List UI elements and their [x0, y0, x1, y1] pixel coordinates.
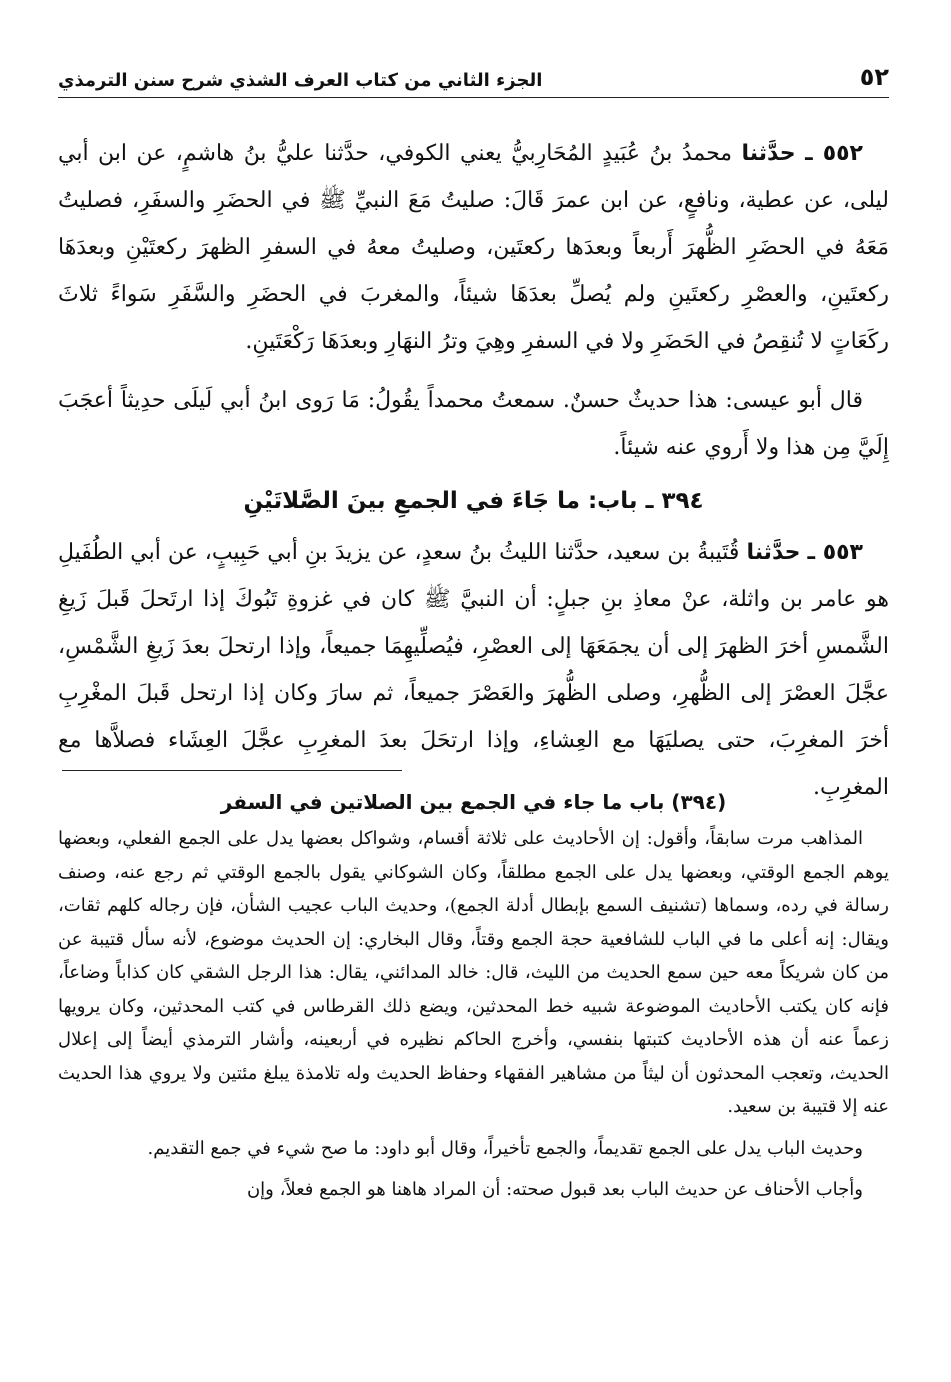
- running-title: الجزء الثاني من كتاب العرف الشذي شرح سنن الترمذي: [58, 70, 543, 91]
- hadith-553-text: قُتَيبةُ بن سعيد، حدَّثنا الليثُ بنُ سعدٍ، عن يزيدَ بنِ أبي حَبِيبٍ، عن أبي الطُفَيلِ هو عامر بن واثلة، عنْ معاذِ بنِ جبلٍ: أن النبيَّ ﷺ كان في غزوةِ تَبُوكَ إذا ارتَحلَ قَبلَ زَيغِ الشَّمسِ أخرَ الظهرَ إلى أن يجمَعَهَا إلى العصْرِ، فيُصلِّيهِمَا جميعاً، وإذا ارتحلَ بعدَ زَيغِ الشَّمْسِ، عجَّلَ العصْرَ إلى الظُّهرِ، وصلى الظُّهرَ والعَصْرَ جميعاً، ثم سارَ وكان إذا ارتحل قَبلَ المغْرِبِ أخرَ المغرِبَ، حتى يصليَهَا مع العِشاءِ، وإذا ارتحَلَ بعدَ المغرِبِ عجَّلَ العِشَاء فصلاَّها مع المغرِبِ.: [58, 540, 889, 800]
- hadith-552-lead: حدَّثنا: [741, 141, 796, 166]
- commentary-section: [58, 786, 889, 1215]
- commentary-heading: (٣٩٤) باب ما جاء في الجمع بين الصلاتين في السفر: [220, 790, 727, 814]
- hadith-553: [58, 529, 889, 811]
- page-number: ٥٢: [859, 63, 889, 91]
- hadith-552: [58, 130, 889, 365]
- commentary-paragraph-2: وحديث الباب يدل على الجمع تقديماً، والجمع تأخيراً، وقال أبو داود: ما صح شيء في جمع التقديم.: [147, 1137, 863, 1159]
- page-header: [58, 58, 889, 98]
- hadith-552-number: ٥٥٢ ـ: [805, 141, 863, 166]
- hadith-553-number: ٥٥٣ ـ: [807, 540, 863, 565]
- main-text: [58, 130, 889, 823]
- hadith-552-text: محمدُ بنُ عُبَيدٍ المُحَارِبيُّ يعني الكوفي، حدَّثنا عليُّ بنُ هاشمٍ، عن ابن أبي ليلى، عن عطية، ونافعٍ، عن ابن عمرَ قَالَ: صليتُ مَعَ النبيِّ ﷺ في الحضَرِ والسفَرِ، فصليتُ مَعَهُ في الحضَرِ الظُّهرَ أَربعاً وبعدَها ركعتَين، وصليتُ معهُ في السفرِ الظهرَ ركعتَيْنِ وبعدَهَا ركعتَينِ، والعصْرِ ركعتَينِ ولم يُصلِّ بعدَهَا شيئاً، والمغربَ في الحضَرِ والسَّفَرِ سَواءً ثلاثَ ركَعَاتٍ لا تُنقِصُ في الحَضَرِ ولا في السفرِ وهِيَ وترُ النهَارِ وبعدَهَا رَكْعَتَينِ.: [58, 141, 889, 354]
- footnote-divider: [62, 770, 402, 771]
- section-title: ٣٩٤ ـ باب: ما جَاءَ في الجمعِ بينَ الصَّلاتَيْنِ: [243, 488, 704, 514]
- commentary-paragraph-1: المذاهب مرت سابقاً، وأقول: إن الأحاديث على ثلاثة أقسام، وشواكل بعضها يدل على الجمع الفعلي، وبعضها يوهم الجمع الوقتي، وبعضها يدل على الجمع مطلقاً، وكان الشوكاني يقول بالجمع الوقتي ثم رجع عنه، وصنف رسالة في رده، وسماها (تشنيف السمع بإبطال أدلة الجمع)، وحديث الباب عجيب الشأن، فإن رجاله كلهم ثقات، ويقال: إنه أعلى ما في الباب للشافعية حجة الجمع وقتاً، وقال البخاري: إن الحديث موضوع، لأنه سأل قتيبة عن من كان شريكاً معه حين سمع الحديث من الليث، قال: خالد المدائني، يقال: هذا الرجل الشقي كان كذاباً وضاعاً، فإنه كان يكتب الأحاديث الموضوعة شبيه خط المحدثين، ويضع ذلك القرطاس في كتب المحدثين، وكان يرويها زعماً عنه أن هذه الأحاديث كتبتها بنفسي، وأخرج الحاكم نظيره في أربعينه، وأشار الترمذي أيضاً إلى إعلال الحديث، وتعجب المحدثون أن ليثاً من مشاهير الفقهاء وحفاظ الحديث وله تلامذة يبلغ مئتين ولا يروي هذا الحديث عنه إلا قتيبة بن سعيد.: [58, 828, 889, 1117]
- hadith-553-lead: حدَّثنا: [746, 540, 801, 565]
- abu-isa-comment: قال أبو عيسى: هذا حديثٌ حسنٌ. سمعتُ محمداً يقُولُ: مَا رَوى ابنُ أبي لَيلَى حدِيثاً أعجَبَ إِلَيَّ مِن هذا ولا أَروي عنه شيئاً.: [58, 388, 889, 460]
- commentary-paragraph-3: وأجاب الأحناف عن حديث الباب بعد قبول صحته: أن المراد هاهنا هو الجمع فعلاً، وإن: [246, 1179, 863, 1200]
